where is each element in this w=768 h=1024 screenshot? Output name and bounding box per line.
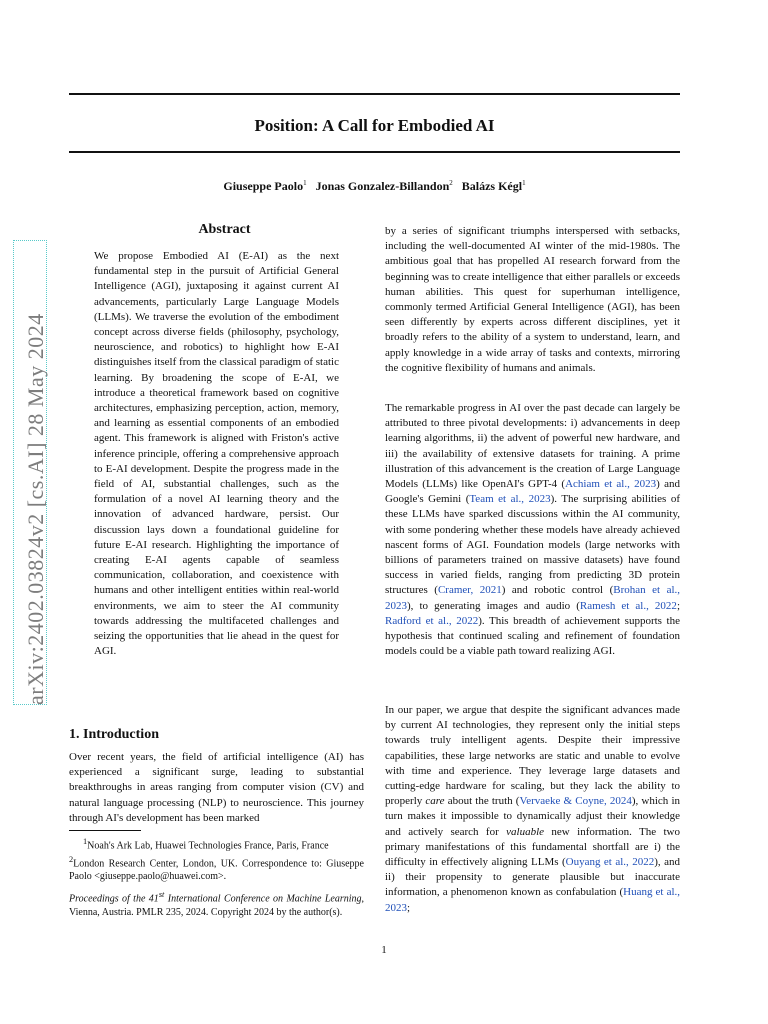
citation-link[interactable]: Team et al., 2023 (469, 493, 551, 506)
citation-link[interactable]: Vervaeke & Coyne, 2024 (519, 795, 632, 808)
author-name: Balázs Kégl (461, 179, 523, 193)
page-number: 1 (381, 944, 387, 956)
author-affiliation: 1 (522, 179, 526, 187)
citation-link[interactable]: Cramer, 2021 (437, 584, 502, 597)
paper-title: Position: A Call for Embodied AI (254, 116, 495, 135)
introduction-paragraph-continued: by a series of significant triumphs interspersed with setbacks, including the well-documented AI winter of the mid-1980s. The ambitious goal that has propelled AI research forward from the beginning was to create intelligence that either parallels or exceeds human abilities. This quest for superhuman intelligence, commonly termed Artificial General Intelligence (AGI), has been seen differently by experts across different disciplines, yet it broadly refers to the ability of a system to understand, learn, and apply knowledge in a wide array of tasks and contexts, mirroring the cognitive flexibility of humans and animals. (385, 225, 680, 374)
title-rule-bottom (69, 151, 680, 153)
proceedings-ordinal: st (158, 890, 165, 899)
citation-link[interactable]: Radford et al., 2022 (385, 614, 479, 627)
emphasis-text: valuable (506, 825, 545, 838)
introduction-paragraph: Over recent years, the field of artificial intelligence (AI) has experienced a significant surge, leading to substantial breakthroughs in areas ranging from computer vision (CV) and natural language processing (NLP) to neuroscience. This journey through AI's development has been marked (69, 751, 364, 824)
title-rule-top (69, 93, 680, 95)
proceedings-venue: Proceedings of the 41 (69, 893, 159, 905)
proceedings-venue-rest: International Conference on Machine Learning (164, 893, 362, 905)
author-affiliation: 2 (449, 179, 453, 187)
author-name: Jonas Gonzalez-Billandon (315, 179, 450, 193)
author-name: Giuseppe Paolo (223, 179, 304, 193)
abstract-heading: Abstract (198, 222, 251, 237)
author-affiliation: 1 (303, 179, 307, 187)
footnote-marker: 1 (83, 837, 88, 846)
emphasis-text: care (425, 795, 445, 808)
introduction-paragraph-3: In our paper, we argue that despite the significant advances made by current AI technologies, they represent only the initial steps towards truly intelligent agents. Despite their impressive capabilities, these large networks are static and unable to evolve with time and experience. They leverage large datasets and cutting-edge hardware for scaling, but they lack the ability to properly care about the truth (Vervaeke & Coyne, 2024), which in turn makes it impossible to dynamically adjust their knowledge and actively search for valuable new information. The two primary manifestations of this fundamental shortfall are i) the difficulty in effectively aligning LLMs (Ouyang et al., 2022), and ii) their propensity to generate plausible but inaccurate information, a phenomenon known as confabulation (Huang et al., 2023; (385, 704, 681, 914)
citation-link[interactable]: Ouyang et al., 2022 (565, 856, 655, 869)
proceedings-details: , Vienna, Austria. PMLR 235, 2024. Copyright 2024 by the author(s). (69, 893, 365, 918)
abstract-text: We propose Embodied AI (E-AI) as the next fundamental step in the pursuit of Artificial General Intelligence (AGI), juxtaposing it against current AI advancements, particularly Large Language Models (LLMs). We traverse the evolution of the embodiment concept across diverse fields (philosophy, psychology, neuroscience, and robotics) to highlight how E-AI distinguishes itself from the classical paradigm of static learning. By broadening the scope of E-AI, we introduce a theoretical framework based on cognitive architectures, emphasizing perception, action, memory, and learning as essential components of an embodied agent. This framework is aligned with Friston's active inference principle, offering a comprehensive approach to E-AI development. Despite the progress made in the field of AI, substantial challenges, such as the formulation of a novel AI learning theory and the innovation of advanced hardware, persist. Our discussion lays down a foundational guideline for future E-AI research. Highlighting the importance of creating E-AI agents capable of seamless communication, collaboration, and coexistence with humans and other intelligent entities within real-world environments, we aim to steer the AI community towards addressing the multifaceted challenges and seizing the opportunities that lie ahead in the quest for AGI. (94, 250, 339, 658)
footnote-rule (69, 830, 141, 831)
proceedings-notice (69, 888, 364, 919)
citation-link[interactable]: Achiam et al., 2023 (565, 478, 657, 491)
footnote-affiliation-2 (69, 853, 364, 884)
footnote-marker: 2 (69, 854, 74, 864)
arxiv-stamp: arXiv:2402.03824v2 [cs.AI] 28 May 2024 (23, 313, 48, 705)
section-heading-introduction: 1. Introduction (69, 727, 159, 742)
footnote-affiliation-1 (69, 835, 364, 853)
footnote-text: London Research Center, London, UK. Correspondence to: Giuseppe Paolo <giuseppe.paolo@huawei.com>. (69, 858, 364, 883)
footnote-text: Noah's Ark Lab, Huawei Technologies France, Paris, France (87, 840, 329, 852)
introduction-paragraph-2: The remarkable progress in AI over the past decade can largely be attributed to three pivotal developments: i) advancements in deep learning algorithms, ii) the advent of powerful new hardware, and iii) the availability of extensive datasets for training. A prime illustration of this advancement is the creation of Large Language Models (LLMs) like OpenAI's GPT-4 (Achiam et al., 2023) and Google's Gemini (Team et al., 2023). The surprising abilities of these LLMs have sparked discussions within the AI community, with some pondering whether these models have already achieved nascent forms of AGI. Foundation models (large networks with billions of parameters trained on massive datasets) have found success in varied fields, ranging from predicting 3D protein structures (Cramer, 2021) and robotic control (Brohan et al., 2023), to generating images and audio (Ramesh et al., 2022; Radford et al., 2022). This breadth of achievement supports the hypothesis that continued scaling and refinement of foundation models could be a viable path toward realizing AGI. (385, 402, 681, 658)
citation-link[interactable]: Huang et al., 2023 (385, 886, 681, 914)
author-list (69, 179, 680, 194)
citation-link[interactable]: Ramesh et al., 2022 (579, 599, 677, 612)
affiliation-footnotes (69, 835, 364, 884)
citation-link[interactable]: Brohan et al., 2023 (385, 584, 681, 612)
